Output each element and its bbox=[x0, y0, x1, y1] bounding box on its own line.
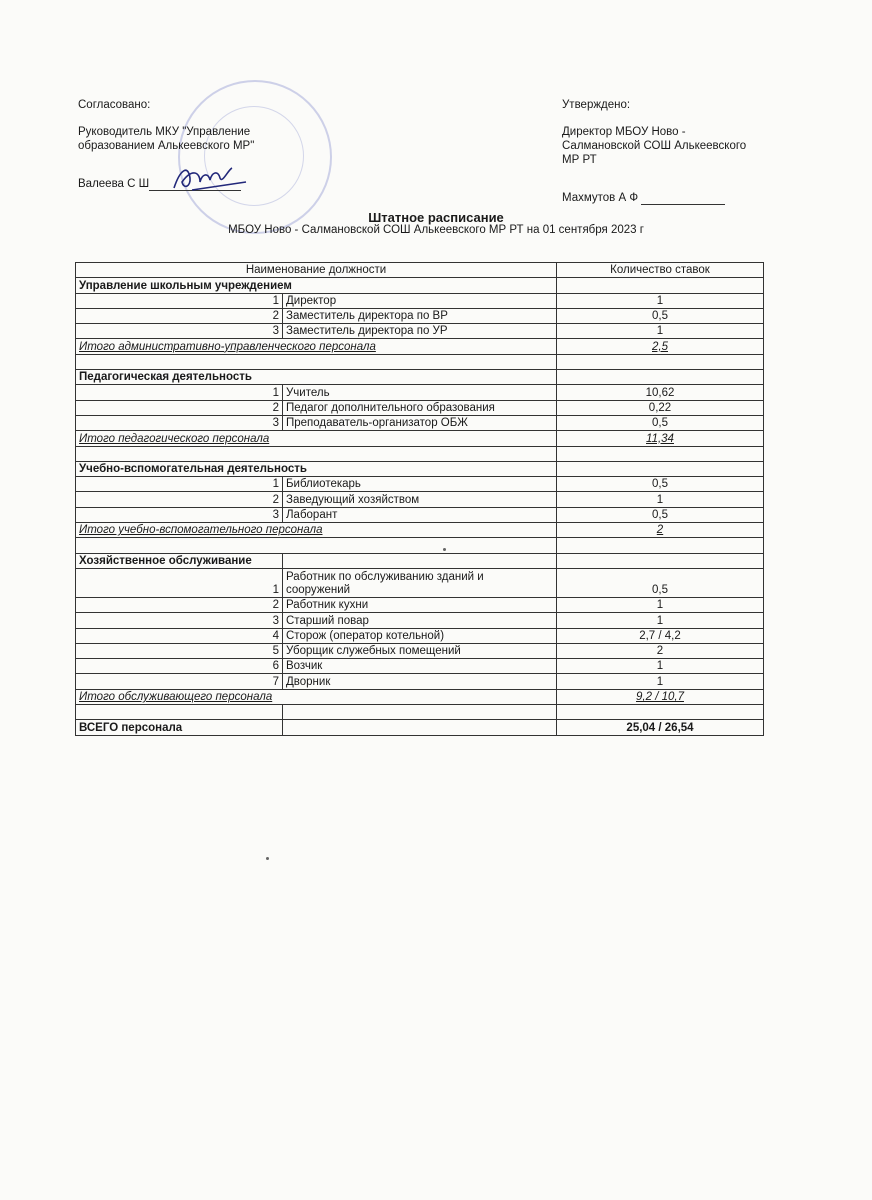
row-number: 1 bbox=[76, 293, 283, 308]
row-number: 7 bbox=[76, 674, 283, 689]
row-rate: 0,5 bbox=[557, 568, 764, 597]
row-rate: 0,5 bbox=[557, 477, 764, 492]
table-row bbox=[76, 597, 764, 612]
subtotal-value: 2 bbox=[557, 523, 764, 538]
blank-row bbox=[76, 705, 764, 720]
row-rate: 1 bbox=[557, 324, 764, 339]
table-row bbox=[76, 507, 764, 522]
section-row bbox=[76, 278, 764, 293]
table-row bbox=[76, 415, 764, 430]
subtotal-label: Итого педагогического персонала bbox=[76, 431, 557, 446]
blank-row bbox=[76, 538, 764, 553]
table-header-row bbox=[76, 263, 764, 278]
blank-row bbox=[76, 446, 764, 461]
row-number: 1 bbox=[76, 568, 283, 597]
row-rate: 0,5 bbox=[557, 507, 764, 522]
row-position: Заместитель директора по УР bbox=[283, 324, 557, 339]
header-approved-block bbox=[562, 98, 782, 205]
agreed-label: Согласовано: bbox=[78, 99, 151, 111]
row-position-line2: сооружений bbox=[286, 583, 351, 596]
subtotal-label: Итого учебно-вспомогательного персонала bbox=[76, 523, 557, 538]
table-row bbox=[76, 477, 764, 492]
row-rate: 2 bbox=[557, 643, 764, 658]
blank-row bbox=[76, 354, 764, 369]
row-position: Лаборант bbox=[283, 507, 557, 522]
row-rate: 0,5 bbox=[557, 308, 764, 323]
col-header-position: Наименование должности bbox=[76, 263, 557, 278]
section-title: Педагогическая деятельность bbox=[76, 370, 557, 385]
row-number: 2 bbox=[76, 400, 283, 415]
approved-signatory-name: Махмутов А Ф bbox=[562, 192, 639, 204]
approved-signature-line bbox=[641, 193, 725, 205]
grand-total-label: ВСЕГО персонала bbox=[76, 720, 283, 735]
row-position: Работник кухни bbox=[283, 597, 557, 612]
table-row bbox=[76, 308, 764, 323]
row-rate: 1 bbox=[557, 674, 764, 689]
row-position: Сторож (оператор котельной) bbox=[283, 628, 557, 643]
row-rate: 1 bbox=[557, 293, 764, 308]
document-title: Штатное расписание bbox=[368, 210, 504, 225]
section-title: Учебно-вспомогательная деятельность bbox=[76, 461, 557, 476]
scan-speck bbox=[266, 857, 269, 860]
row-position: Дворник bbox=[283, 674, 557, 689]
row-number: 4 bbox=[76, 628, 283, 643]
table-row bbox=[76, 385, 764, 400]
row-position: Уборщик служебных помещений bbox=[283, 643, 557, 658]
row-position: Директор bbox=[283, 293, 557, 308]
handwritten-signature bbox=[170, 160, 250, 196]
table-row bbox=[76, 674, 764, 689]
scan-speck bbox=[443, 548, 446, 551]
director-title-line2: Салмановской СОШ Алькеевского bbox=[562, 140, 747, 152]
table-row bbox=[76, 492, 764, 507]
subtotal-label: Итого обслуживающего персонала bbox=[76, 689, 557, 704]
subtotal-row bbox=[76, 339, 764, 354]
staffing-table bbox=[75, 262, 764, 736]
row-number: 2 bbox=[76, 597, 283, 612]
section-row bbox=[76, 553, 764, 568]
row-position: Заведующий хозяйством bbox=[283, 492, 557, 507]
section-title: Хозяйственное обслуживание bbox=[76, 553, 283, 568]
section-row bbox=[76, 370, 764, 385]
subtotal-label: Итого административно-управленческого персонала bbox=[76, 339, 557, 354]
table-row bbox=[76, 659, 764, 674]
grand-total-value: 25,04 / 26,54 bbox=[557, 720, 764, 735]
approved-signatory bbox=[562, 191, 782, 205]
row-number: 1 bbox=[76, 477, 283, 492]
table-row bbox=[76, 613, 764, 628]
row-rate: 0,22 bbox=[557, 400, 764, 415]
section-title: Управление школьным учреждением bbox=[76, 278, 557, 293]
subtotal-row bbox=[76, 523, 764, 538]
table-row bbox=[76, 568, 764, 597]
head-title-line2: образованием Алькеевского МР" bbox=[78, 140, 255, 152]
table-row bbox=[76, 643, 764, 658]
head-title-line1: Руководитель МКУ "Управление bbox=[78, 126, 251, 138]
row-number: 2 bbox=[76, 492, 283, 507]
director-title-line1: Директор МБОУ Ново - bbox=[562, 126, 686, 138]
row-position: Педагог дополнительного образования bbox=[283, 400, 557, 415]
row-position: Библиотекарь bbox=[283, 477, 557, 492]
table-row bbox=[76, 628, 764, 643]
row-number: 3 bbox=[76, 613, 283, 628]
row-position: Учитель bbox=[283, 385, 557, 400]
agreed-signatory-name: Валеева С Ш bbox=[78, 178, 150, 190]
row-number: 3 bbox=[76, 507, 283, 522]
row-position: Старший повар bbox=[283, 613, 557, 628]
subtotal-value: 11,34 bbox=[557, 431, 764, 446]
row-rate: 1 bbox=[557, 659, 764, 674]
row-position: Заместитель директора по ВР bbox=[283, 308, 557, 323]
table-row bbox=[76, 324, 764, 339]
col-header-rate: Количество ставок bbox=[557, 263, 764, 278]
row-rate: 1 bbox=[557, 597, 764, 612]
row-number: 3 bbox=[76, 324, 283, 339]
row-number: 6 bbox=[76, 659, 283, 674]
row-rate: 1 bbox=[557, 492, 764, 507]
row-position: Возчик bbox=[283, 659, 557, 674]
subtotal-row bbox=[76, 689, 764, 704]
subtotal-row bbox=[76, 431, 764, 446]
row-number: 5 bbox=[76, 643, 283, 658]
grand-total-row bbox=[76, 720, 764, 735]
table-row bbox=[76, 293, 764, 308]
subtotal-value: 9,2 / 10,7 bbox=[557, 689, 764, 704]
approved-label: Утверждено: bbox=[562, 99, 631, 111]
row-rate: 0,5 bbox=[557, 415, 764, 430]
table-row bbox=[76, 400, 764, 415]
section-row bbox=[76, 461, 764, 476]
document-subtitle: МБОУ Ново - Салмановской СОШ Алькеевского МР РТ на 01 сентября 2023 г bbox=[228, 224, 644, 236]
row-number: 1 bbox=[76, 385, 283, 400]
row-position-line1: Работник по обслуживанию зданий и bbox=[286, 570, 484, 583]
row-rate: 1 bbox=[557, 613, 764, 628]
row-position bbox=[283, 568, 557, 597]
row-number: 2 bbox=[76, 308, 283, 323]
row-position: Преподаватель-организатор ОБЖ bbox=[283, 415, 557, 430]
row-rate: 10,62 bbox=[557, 385, 764, 400]
subtotal-value: 2,5 bbox=[557, 339, 764, 354]
director-title-line3: МР РТ bbox=[562, 154, 597, 166]
row-rate: 2,7 / 4,2 bbox=[557, 628, 764, 643]
row-number: 3 bbox=[76, 415, 283, 430]
